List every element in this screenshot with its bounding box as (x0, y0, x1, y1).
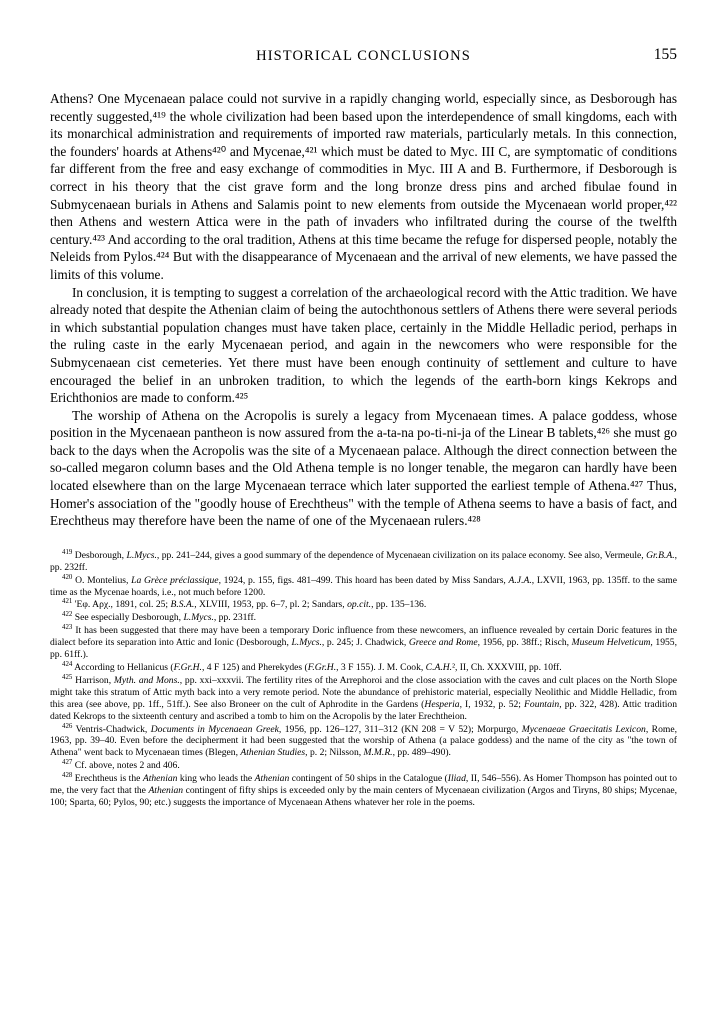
footnote-text: Ventris-Chadwick, Documents in Mycenaean Greek, 1956, pp. 126–127, 311–312 (KN 208 = V 52); Morpurgo, Mycenaeae Graecitatis Lexicon, Rome, 1963, pp. 39–40. Even before the decipherment it had been suggested that the worship of Athena (a palace goddess) and the name of the city as "the town of Athena" went back to Mycenaean times (Blegen, Athenian Studies, p. 2; Nilsson, M.M.R., pp. 489–490). (50, 723, 677, 759)
footnote (50, 675, 677, 723)
paragraph: The worship of Athena on the Acropolis is surely a legacy from Mycenaean times. A palace goddess, whose position in the Mycenaean pantheon is now assured from the a-ta-na po-ti-ni-ja of the Linear B tablets,⁴²⁶ she must go back to the days when the Acropolis was the site of a Mycenaean palace. Although the direct connection between the so-called megaron column bases and the Old Athena temple is no longer tenable, the megaron can hardly have been located elsewhere than on the large Mycenaean terrace which later supported the earliest temple of Athena.⁴²⁷ Thus, Homer's association of the "goodly house of Erechtheus" with the temple of Athena seems to have a basis of fact, and Erechtheus may therefore have been the name of one of the Mycenaean rulers.⁴²⁸ (50, 407, 677, 529)
footnote-marker: 427 (62, 759, 73, 767)
footnote (50, 575, 677, 599)
footnote-text: 'Εφ. Αρχ., 1891, col. 25; B.S.A., XLVIII, 1953, pp. 6–7, pl. 2; Sandars, op.cit., pp. 135–136. (74, 599, 427, 611)
page-header (50, 48, 677, 68)
footnote-text: Cf. above, notes 2 and 406. (74, 760, 180, 772)
footnote-text: See especially Desborough, L.Mycs., pp. 231ff. (74, 612, 257, 624)
footnote (50, 662, 677, 674)
footnote (50, 773, 677, 809)
footnote (50, 724, 677, 760)
footnote-marker: 426 (62, 722, 73, 730)
footnote (50, 599, 677, 611)
footnote-marker: 428 (62, 771, 73, 779)
paragraph: In conclusion, it is tempting to suggest a correlation of the archaeological record with the Attic tradition. We have already noted that despite the Athenian claim of being the autochthonous settlers of Athens there were several periods in which substantial population changes must have taken place, certainly in the Middle Helladic period, perhaps in the ruling caste in the early Mycenaean period, and again in the newcomers who were responsible for the Submycenaean cist cemeteries. Yet there must have been enough continuity of settlement and culture to have encouraged the belief in an unbroken tradition, to which the legends of the earth-born kings Kekrops and Erichthonios are made to conform.⁴²⁵ (50, 284, 677, 406)
footnote-marker: 420 (62, 573, 73, 581)
footnote (50, 550, 677, 574)
footnote-text: O. Montelius, La Grèce préclassique, 1924, p. 155, figs. 481–499. This hoard has been dated by Miss Sandars, A.J.A., LXVII, 1963, pp. 135ff. to the same time as the Mycenae hoards, i.e., not much before 1200. (50, 574, 678, 598)
running-head-title: HISTORICAL CONCLUSIONS (256, 48, 471, 64)
footnote (50, 612, 677, 624)
footnote (50, 760, 677, 772)
footnote-text: Erechtheus is the Athenian king who leads the Athenian contingent of 50 ships in the Catalogue (Iliad, II, 546–556). As Homer Thompson has pointed out to me, the very fact that the Athenian contingent of fifty ships is exceeded only by the main centers of Mycenaean civilization (Argos and Tiryns, 80 ships; Mycenae, 100; Sparta, 60; Pylos, 90; etc.) suggests the importance of Mycenaean Athens whatever her role in the poems. (50, 773, 678, 808)
footnote-marker: 423 (62, 624, 73, 632)
footnote-marker: 424 (62, 660, 73, 668)
footnote-marker: 422 (62, 611, 73, 619)
footnote (50, 625, 677, 661)
footnote-text: It has been suggested that there may have been a temporary Doric influence from these newcomers, an influence revealed by certain Doric features in the dialect before its separation into Attic and Ionic (Desborough, L.Mycs., p. 245; J. Chadwick, Greece and Rome, 1956, pp. 38ff.; Risch, Museum Helveticum, 1955, pp. 61ff.). (50, 625, 677, 661)
footnote-marker: 425 (62, 673, 73, 681)
footnote-marker: 421 (62, 598, 73, 606)
page-number: 155 (653, 46, 677, 63)
paragraph: Athens? One Mycenaean palace could not survive in a rapidly changing world, especially since, as Desborough has recently suggested,⁴¹⁹ the whole civilization had been based upon the interdependence of small kingdoms, each with its monarchical administration and requirements of imported raw materials, particularly metals. In this connection, the founders' hoards at Athens⁴²⁰ and Mycenae,⁴²¹ which must be dated to Myc. III C, are symptomatic of conditions far different from the free and easy exchange of commodities in Myc. III A and B. Furthermore, if Desborough is correct in his theory that the cist grave form and the long bronze dress pins and arched fibulae found in Submycenaean burials in Athens and Salamis point to new elements from outside the Mycenaean world proper,⁴²² then Athens and western Attica were in the path of invaders who infiltrated during the course of the twelfth century.⁴²³ And according to the oral tradition, Athens at this time became the refuge for dispersed people, notably the Neleids from Pylos.⁴²⁴ But with the disappearance of Mycenaean and the arrival of new elements, we have passed the limits of this volume. (50, 91, 677, 282)
footnote-marker: 419 (62, 548, 73, 556)
footnotes-section (50, 550, 677, 809)
footnote-text: Harrison, Myth. and Mons., pp. xxi–xxxvii. The fertility rites of the Arrephoroi and the close association with the caves and cult places on the North Slope might take this stratum of Attic myth back into a very remote period. Note the abundance of prehistoric material, especially Neolithic and Middle Helladic, from this area (see above, pp. 1ff., 51ff.). See also Broneer on the cult of Aphrodite in the Gardens (Hesperia, I, 1932, p. 52; Fountain, pp. 322, 428). Attic tradition dated Kekrops to the sixteenth century and ascribed a tomb to him on the Acropolis by the later Erechtheion. (50, 674, 678, 722)
footnote-text: According to Hellanicus (F.Gr.H., 4 F 125) and Pherekydes (F.Gr.H., 3 F 155). J. M. Cook, C.A.H.², II, Ch. XXXVIII, pp. 10ff. (74, 662, 562, 673)
footnote-text: Desborough, L.Mycs., pp. 241–244, gives a good summary of the dependence of Mycenaean civilization on its palace economy. See also, Vermeule, Gr.B.A., pp. 232ff. (50, 549, 677, 573)
body-text (50, 90, 677, 530)
